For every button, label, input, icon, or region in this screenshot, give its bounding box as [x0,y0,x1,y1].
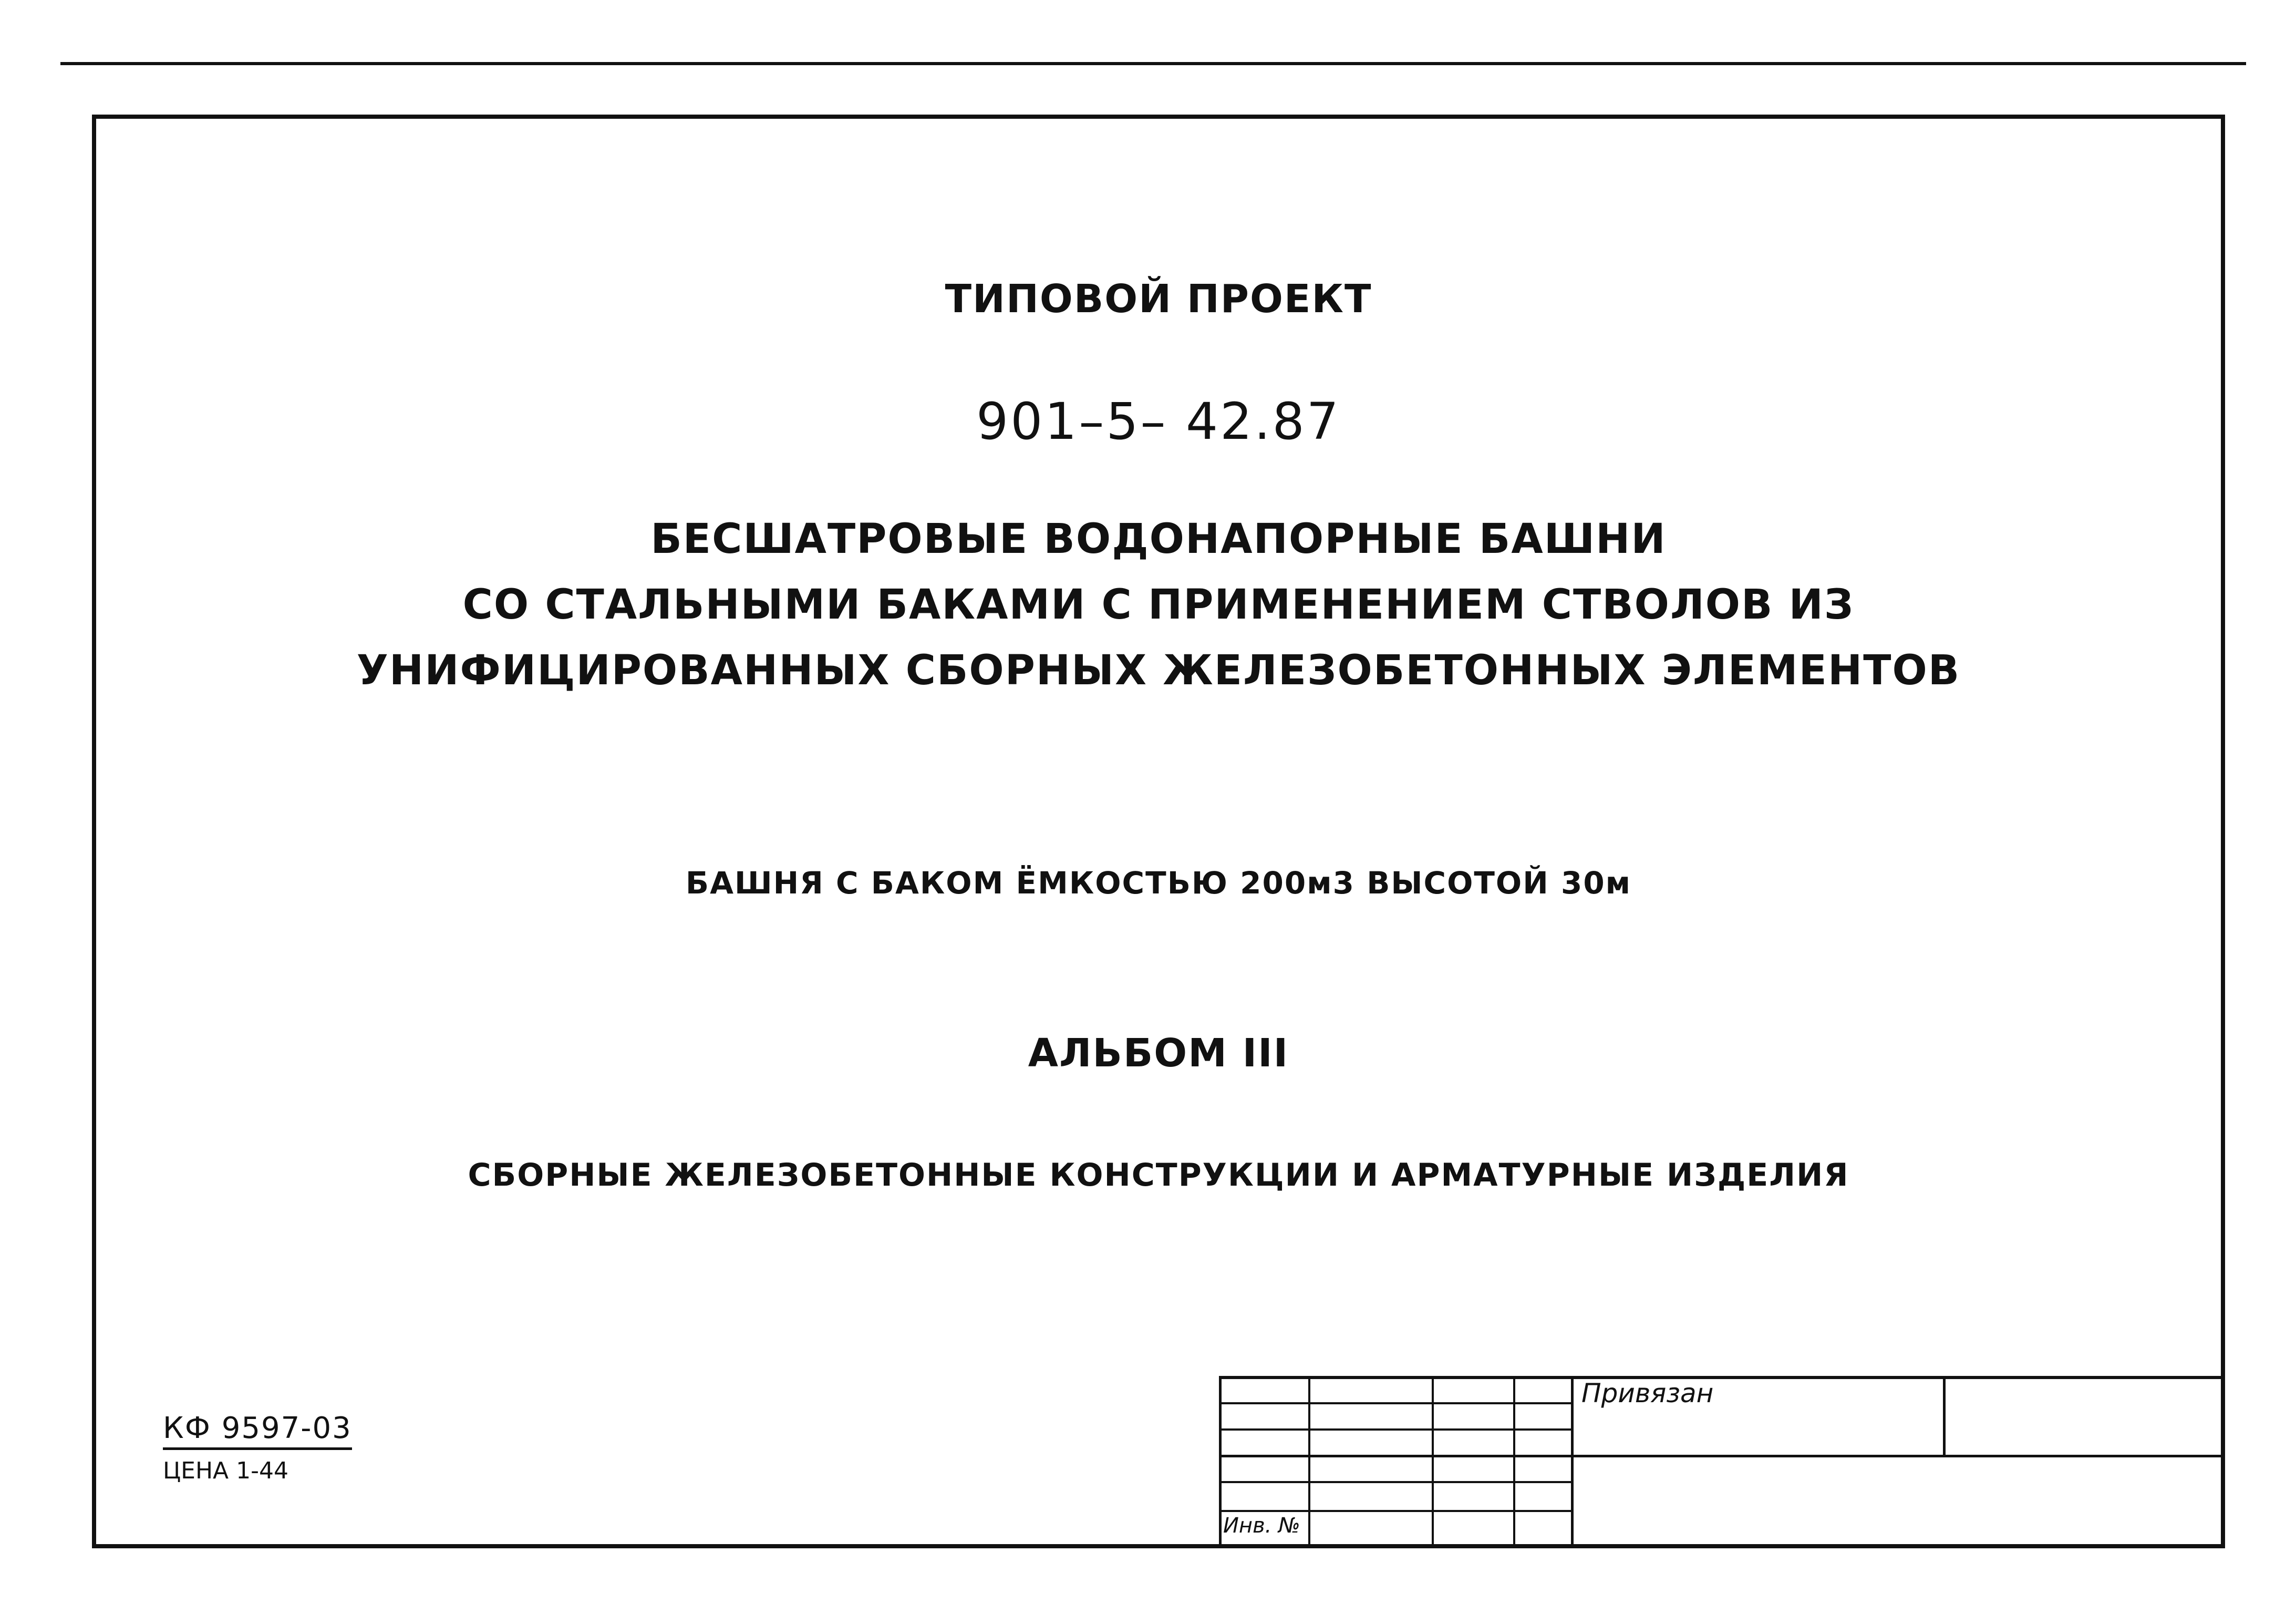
stamp-line [1219,1428,1574,1431]
stamp-bound-label: Привязан [1581,1378,1714,1409]
stamp-line [1943,1376,1946,1456]
stamp-line [1219,1455,2225,1457]
stamp-line [1219,1510,1574,1512]
stamp-line [1219,1545,2225,1548]
top-rule [60,62,2246,65]
catalog-block [163,1411,352,1484]
album-title: АЛЬБОМ III [1028,1031,1289,1076]
subtitle: БАШНЯ С БАКОМ ЁМКОСТЬЮ 200м3 ВЫСОТОЙ 30м [685,865,1632,901]
stamp-line [1513,1376,1515,1548]
catalog-code: КФ 9597-03 [163,1411,352,1450]
title-line-1: БЕСШАТРОВЫЕ ВОДОНАПОРНЫЕ БАШНИ [650,516,1667,563]
drawing-frame [92,115,2225,1548]
title-line-3: УНИФИЦИРОВАННЫХ СБОРНЫХ ЖЕЛЕЗОБЕТОННЫХ ЭЛЕМЕНТОВ [356,647,1961,694]
album-description: СБОРНЫЕ ЖЕЛЕЗОБЕТОННЫЕ КОНСТРУКЦИИ И АРМАТУРНЫЕ ИЗДЕЛИЯ [468,1157,1849,1194]
stamp-line [1571,1376,1574,1548]
stamp-line [1308,1376,1310,1548]
document-number: 901–5– 42.87 [976,392,1341,451]
stamp-line [1219,1376,2225,1379]
document-type: ТИПОВОЙ ПРОЕКТ [945,276,1372,322]
catalog-price: ЦЕНА 1-44 [163,1457,288,1484]
title-block-stamp [1219,1376,2225,1548]
stamp-line [1219,1402,1574,1404]
stamp-line [1432,1376,1434,1548]
stamp-inventory-label: Инв. № [1223,1514,1300,1538]
stamp-line [1219,1481,1574,1483]
title-line-2: СО СТАЛЬНЫМИ БАКАМИ С ПРИМЕНЕНИЕМ СТВОЛОВ ИЗ [462,581,1855,629]
stamp-line [1219,1376,1222,1548]
